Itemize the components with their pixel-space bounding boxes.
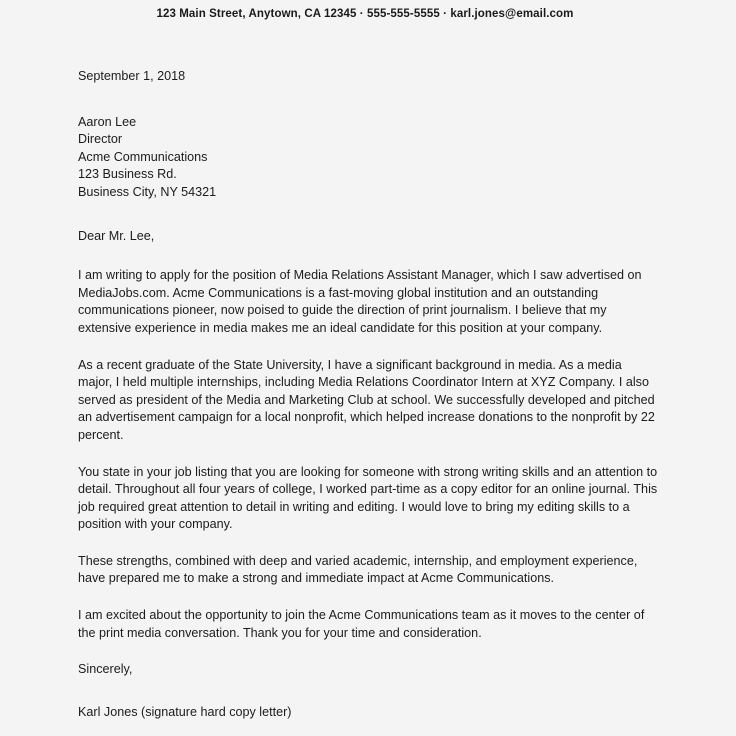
letter-body	[78, 68, 658, 721]
letter-date: September 1, 2018	[78, 69, 186, 83]
salutation: Dear Mr. Lee,	[78, 228, 155, 243]
recipient-title: Director	[78, 132, 123, 147]
closing-salutation: Sincerely,	[78, 662, 133, 677]
recipient-city-state-zip: Business City, NY 54321	[78, 184, 217, 199]
body-paragraph-2: As a recent graduate of the State University, I have a significant background in media. As a media major, I held multiple internships, including Media Relations Coordinator Intern at XYZ Company. I also served as president of the Media and Marketing Club at school. We successfully developed and pitched an advertisement campaign for a local nonprofit, which helped increase donations to the nonprofit by 22 percent.	[78, 357, 655, 442]
recipient-address-block	[78, 114, 658, 202]
signature-line: Karl Jones (signature hard copy letter)	[78, 704, 292, 719]
body-paragraph-3: You state in your job listing that you are looking for someone with strong writing skills and an attention to detail. Throughout all four years of college, I worked part-time as a copy editor for an online journal. This job required great attention to detail in writing and editing. I would love to bring my editing skills to a position with your company.	[78, 464, 658, 532]
body-paragraph-1: I am writing to apply for the position of Media Relations Assistant Manager, which I saw advertised on MediaJobs.com. Acme Communications is a fast-moving global institution and an outstanding communications pioneer, now poised to guide the direction of print journalism. I believe that my extensive experience in media makes me an ideal candidate for this position at your company.	[78, 268, 642, 335]
letterhead-contact-line: 123 Main Street, Anytown, CA 12345 · 555-555-5555 · karl.jones@email.com	[156, 8, 574, 20]
recipient-company: Acme Communications	[78, 149, 208, 164]
recipient-name: Aaron Lee	[78, 114, 137, 129]
body-paragraph-4: These strengths, combined with deep and varied academic, internship, and employment experience, have prepared me to make a strong and immediate impact at Acme Communications.	[78, 553, 638, 586]
body-paragraph-5: I am excited about the opportunity to join the Acme Communications team as it moves to the center of the print media conversation. Thank you for your time and consideration.	[78, 608, 645, 640]
recipient-street: 123 Business Rd.	[78, 167, 177, 182]
